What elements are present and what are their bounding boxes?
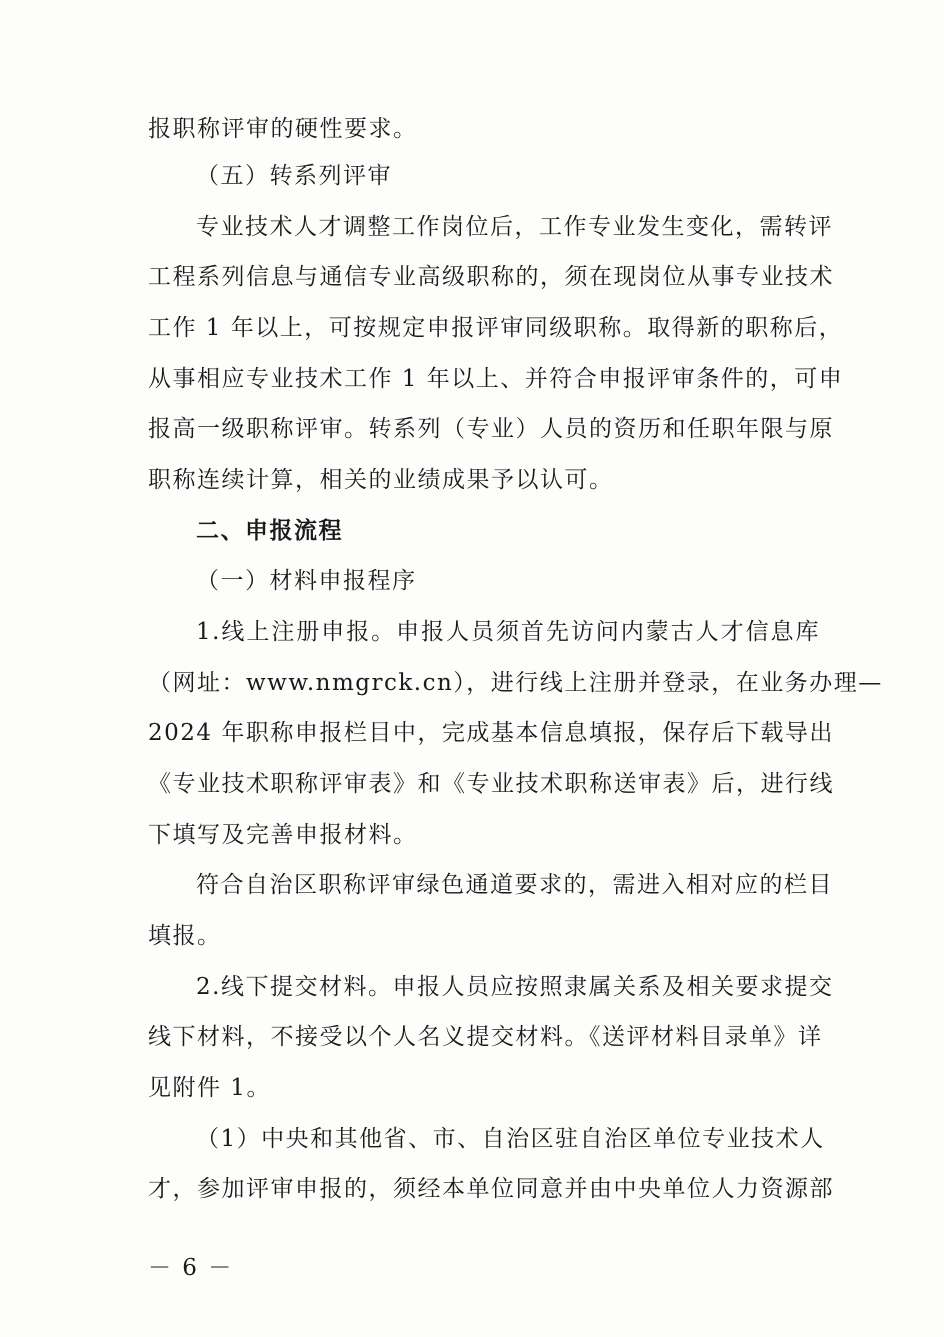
text-line-13: 2024 年职称申报栏目中，完成基本信息填报，保存后下载导出 [148,720,834,746]
text-line-12: （网址：www.nmgrck.cn），进行线上注册并登录，在业务办理— [148,670,883,696]
text-line-7: 报高一级职称评审。转系列（专业）人员的资历和任职年限与原 [148,416,834,442]
subsection-heading-material-procedure: （一）材料申报程序 [196,568,417,594]
text-line-6: 从事相应专业技术工作 1 年以上、并符合申报评审条件的，可申 [148,366,844,392]
text-line-1: 报职称评审的硬性要求。 [148,116,418,142]
text-line-14: 《专业技术职称评审表》和《专业技术职称送审表》后，进行线 [148,771,834,797]
text-line-16: 符合自治区职称评审绿色通道要求的，需进入相对应的栏目 [196,872,833,898]
text-line-11: 1.线上注册申报。申报人员须首先访问内蒙古人才信息库 [196,619,820,645]
text-line-22: 才，参加评审申报的，须经本单位同意并由中央单位人力资源部 [148,1176,834,1202]
text-line-17: 填报。 [148,923,222,949]
section-heading-transfer-review: （五）转系列评审 [196,163,392,189]
text-line-3: 专业技术人才调整工作岗位后，工作专业发生变化，需转评 [196,214,833,240]
text-line-5: 工作 1 年以上，可按规定申报评审同级职称。取得新的职称后， [148,315,844,341]
text-line-18: 2.线下提交材料。申报人员应按照隶属关系及相关要求提交 [196,974,834,1000]
text-line-19: 线下材料，不接受以个人名义提交材料。《送评材料目录单》详 [148,1024,823,1050]
page-number: － 6 － [148,1255,234,1281]
text-line-8: 职称连续计算，相关的业绩成果予以认可。 [148,467,614,493]
section-heading-application-process: 二、申报流程 [196,518,343,544]
text-line-4: 工程系列信息与通信专业高级职称的，须在现岗位从事专业技术 [148,264,834,290]
text-line-15: 下填写及完善申报材料。 [148,822,418,848]
text-line-21: （1）中央和其他省、市、自治区驻自治区单位专业技术人 [196,1126,825,1152]
text-line-20: 见附件 1。 [148,1075,271,1101]
